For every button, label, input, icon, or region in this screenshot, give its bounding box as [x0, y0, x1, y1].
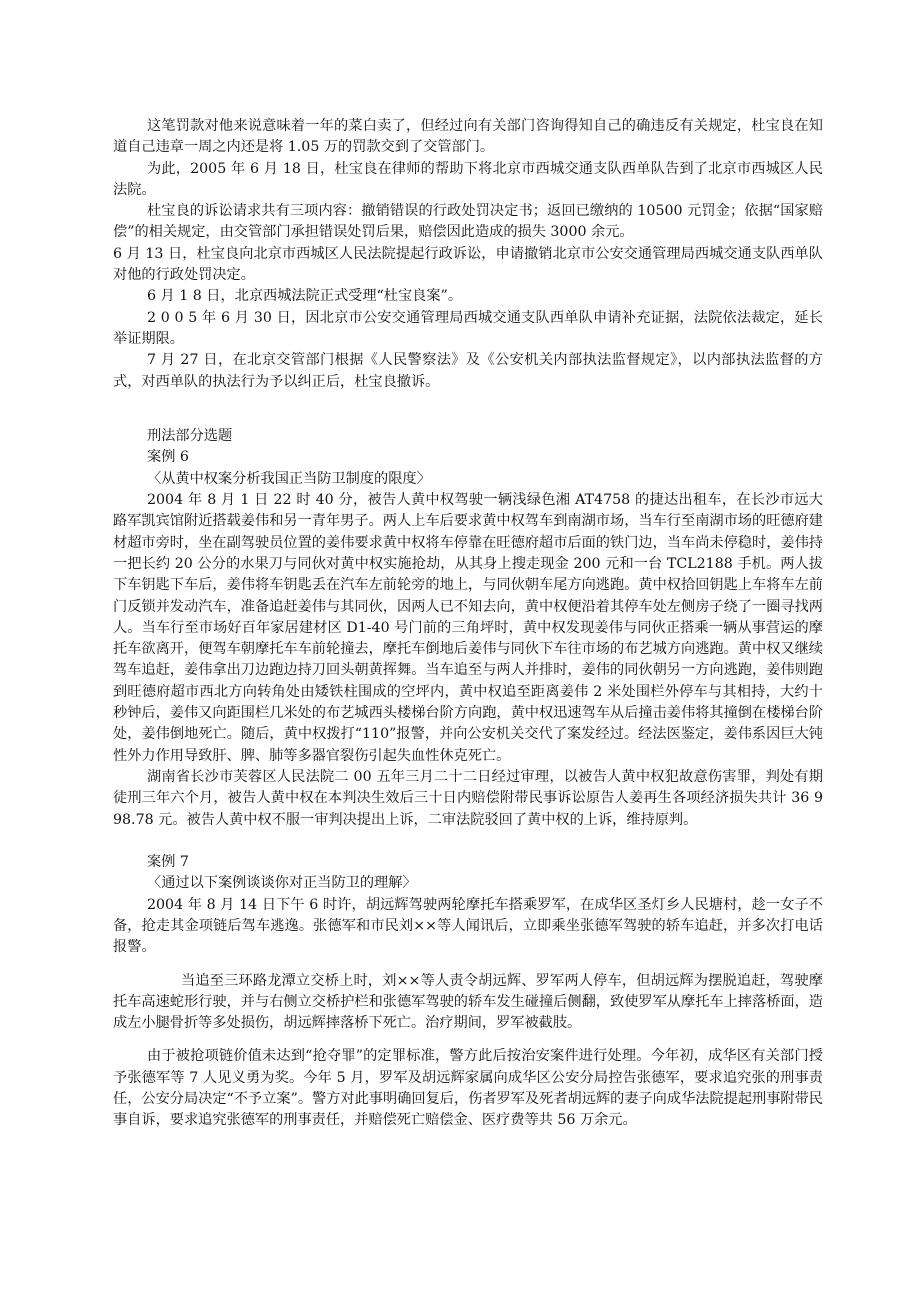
case7-paragraph: 2004 年 8 月 14 日下午 6 时许，胡远辉驾驶两轮摩托车搭乘罗军，在成华区圣灯乡人民塘村，趁一女子不备，抢走其金项链后驾车逃逸。张德军和市民刘××等人闻讯后，立即乘坐张德军驾驶的轿车追赶，并多次打电话报警。 [113, 896, 823, 956]
paragraph: 6 月 1 8 日，北京西城法院正式受理“杜宝良案”。 [147, 288, 463, 305]
paragraph: 2 0 0 5 年 6 月 30 日，因北京市公安交通管理局西城交通支队西单队申请补充证据，法院依法裁定，延长举证期限。 [113, 309, 823, 347]
spacer [113, 414, 823, 426]
paragraph: 6 月 13 日，杜宝良向北京市西城区人民法院提起行政诉讼，申请撤销北京市公安交通管理局西城交通支队西单队对他的行政处罚决定。 [113, 245, 823, 284]
paragraph: 7 月 27 日，在北京交管部门根据《人民警察法》及《公安机关内部执法监督规定》，以内部执法监督的方式，对西单队的执法行为予以纠正后，杜宝良撤诉。 [113, 352, 823, 390]
paragraph: 这笔罚款对他来说意味着一年的菜白卖了，但经过向有关部门咨询得知自己的确违反有关规定，杜宝良在知道自己违章一周之内还是将 1.05 万的罚款交到了交管部门。 [113, 118, 823, 156]
case7-subtitle: 〈通过以下案例谈谈你对正当防卫的理解〉 [147, 875, 417, 892]
case6-paragraph: 湖南省长沙市芙蓉区人民法院二 00 五年三月二十二日经过审理，以被告人黄中权犯故意伤害罪，判处有期徒刑三年六个月，被告人黄中权在本判决生效后三十日内赔偿附带民事诉讼原告人姜再生各项经济损失共计 36 998.78 元。被告人黄中权不服一审判决提出上诉，二审法院驳回了黄中权的上诉，维持原判。 [113, 768, 823, 828]
spacer [113, 1034, 823, 1046]
paragraph: 为此，2005 年 6 月 18 日，杜宝良在律师的帮助下将北京市西城交通支队西单队告到了北京市西城区人民法院。 [113, 160, 823, 198]
section-title: 刑法部分选题 [147, 428, 233, 445]
spacer [113, 393, 823, 414]
document-page [113, 116, 823, 1132]
case7-paragraph: 当追至三环路龙潭立交桥上时，刘××等人责令胡远辉、罗军两人停车，但胡远辉为摆脱追赶，驾驶摩托车高速蛇形行驶，并与右侧立交桥护栏和张德军驾驶的轿车发生碰撞后侧翻，致使罗军从摩托车上摔落桥面，造成左小腿骨折等多处损伤，胡远辉摔落桥下死亡。治疗期间，罗军被截肢。 [113, 972, 823, 1032]
case7-label: 案例 7 [147, 854, 189, 871]
spacer [113, 831, 823, 852]
case7-paragraph: 由于被抢项链价值未达到“抢夺罪”的定罪标准，警方此后按治安案件进行处理。今年初，成华区有关部门授予张德军等 7 人见义勇为奖。今年 5 月，罗军及胡远辉家属向成华区公安分局控告张德军，要求追究张的刑事责任，公安分局决定“不予立案”。警方对此事明确回复后，伤者罗军及死者胡远辉的妻子向成华法院提起刑事附带民事自诉，要求追究张德军的刑事责任，并赔偿死亡赔偿金、医疗费等共 56 万余元。 [113, 1048, 823, 1129]
paragraph: 杜宝良的诉讼请求共有三项内容：撤销错误的行政处罚决定书；返回已缴纳的 10500 元罚金；依据“国家赔偿”的相关规定，由交管部门承担错误处罚后果，赔偿因此造成的损失 3000 余元。 [113, 203, 823, 241]
case6-label: 案例 6 [147, 449, 189, 466]
case6-subtitle: 〈从黄中权案分析我国正当防卫制度的限度〉 [147, 470, 431, 487]
case6-paragraph: 2004 年 8 月 1 日 22 时 40 分，被告人黄中权驾驶一辆浅绿色湘 AT4758 的捷达出租车，在长沙市远大路军凯宾馆附近搭载姜伟和另一青年男子。两人上车后要求黄中权驾车到南湖市场，当车行至南湖市场的旺德府建材超市旁时，坐在副驾驶员位置的姜伟要求黄中权将车停靠在旺德府超市后面的铁门边，当车尚未停稳时，姜伟持一把长约 20 公分的水果刀与同伙对黄中权实施抢劫，从其身上搜走现金 200 元和一台 TCL2188 手机。两人拔下车钥匙下车后，姜伟将车钥匙丢在汽车左前轮旁的地上，与同伙朝车尾方向逃跑。黄中权拾回钥匙上车将车左前门反锁并发动汽车，准备追赶姜伟与其同伙，因两人已不知去向，黄中权便沿着其停车处左侧房子绕了一圈寻找两人。当车行至市场好百年家居建材区 D1-40 号门前的三角坪时，黄中权发现姜伟与同伙正搭乘一辆从事营运的摩托车欲离开，便驾车朝摩托车车前轮撞去，摩托车倒地后姜伟与同伙下车往市场的布艺城方向逃跑。黄中权又继续驾车追赶，姜伟拿出刀边跑边持刀回头朝黄挥舞。当车追至与两人并排时，姜伟的同伙朝另一方向逃跑，姜伟则跑到旺德府超市西北方向转角处由矮铁柱围成的空坪内，黄中权追至距离姜伟 2 米处围栏外停车与其相持，大约十秒钟后，姜伟又向距围栏几米处的布艺城西头楼梯台阶方向跑，黄中权迅速驾车从后撞击姜伟将其撞倒在楼梯台阶处，姜伟倒地死亡。随后，黄中权拨打“110”报警，并向公安机关交代了案发经过。经法医鉴定，姜伟系因巨大钝性外力作用导致肝、脾、肺等多器官裂伤引起失血性休克死亡。 [113, 492, 823, 764]
spacer [113, 959, 823, 971]
